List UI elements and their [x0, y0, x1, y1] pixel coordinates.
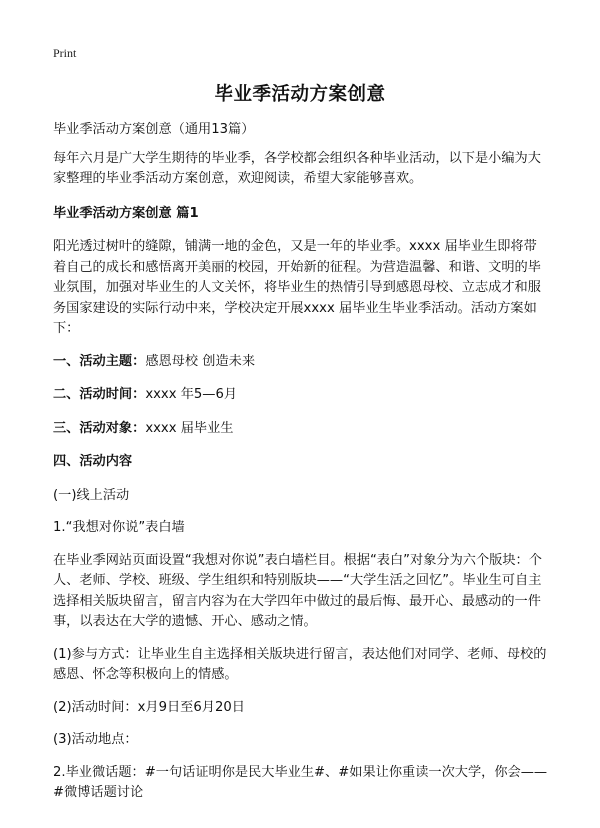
document-body	[53, 120, 549, 816]
activity-target-value: xxxx 届毕业生	[145, 420, 234, 436]
page-title: 毕业季活动方案创意	[214, 84, 386, 105]
activity-period: (2)活动时间：x月9日至6月20日	[53, 699, 245, 715]
section-paragraph: 阳光透过树叶的缝隙，铺满一地的金色，又是一年的毕业季。xxxx 届毕业生即将带着自己的成长和感悟离开美丽的校园，开始新的征程。为营造温馨、和谐、文明的毕业氛围，加强对毕业生的人文关怀，将毕业生的热情引导到感恩母校、立志成才和服务国家建设的实际行动中来，学校决定开展xxxx 届毕业生毕业季活动。活动方案如下：	[53, 239, 541, 336]
participation-method: (1)参与方式：让毕业生自主选择相关版块进行留言，表达他们对同学、老师、母校的感恩、怀念等积极向上的情感。	[53, 646, 547, 682]
online-activities-heading: (一)线上活动	[53, 487, 130, 503]
activity-content	[53, 452, 549, 473]
activity-time	[53, 385, 549, 406]
activity-target-label: 三、活动对象：	[53, 420, 146, 436]
intro-paragraph: 每年六月是广大学生期待的毕业季，各学校都会组织各种毕业活动，以下是小编为大家整理的毕业季活动方案创意，欢迎阅读，希望大家能够喜欢。	[53, 150, 541, 186]
activity-location: (3)活动地点：	[53, 732, 138, 747]
activity-time-value: xxxx 年5—6月	[145, 387, 238, 402]
activity-target	[53, 419, 549, 440]
subsection-confession-wall: 1.“我想对你说”表白墙	[53, 520, 185, 535]
activity-content-label: 四、活动内容	[53, 454, 133, 469]
section-heading: 毕业季活动方案创意 篇1	[53, 205, 199, 221]
activity-theme-label: 一、活动主题：	[53, 353, 146, 369]
document-subtitle: 毕业季活动方案创意（通用13篇）	[53, 122, 255, 137]
activity-time-label: 二、活动时间：	[53, 387, 146, 402]
activity-theme-value: 感恩母校 创造未来	[145, 353, 256, 369]
confession-wall-description: 在毕业季网站页面设置“我想对你说”表白墙栏目。根据“表白”对象分为六个版块：个人、老师、学校、班级、学生组织和特别版块——“大学生活之回忆”。毕业生可自主选择相关版块留言，留言内容为在大学四年中做过的最后悔、最开心、最感动的一件事，以表达在大学的遗憾、开心、感动之情。	[53, 552, 542, 629]
print-link[interactable]: Print	[53, 46, 77, 60]
subsection-weibo-topic: 2.毕业微话题：#一句话证明你是民大毕业生#、#如果让你重读一次大学，你会——#微博话题讨论	[53, 764, 548, 800]
activity-theme	[53, 352, 549, 373]
